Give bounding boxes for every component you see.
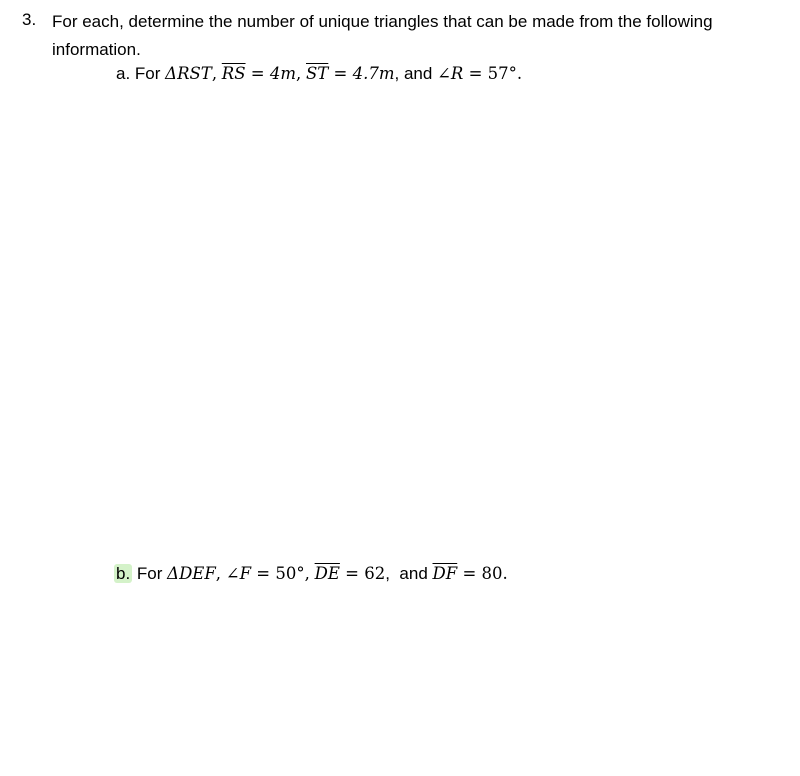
part-a-sep2: ,: [296, 64, 302, 83]
part-b-eq2: =: [339, 564, 365, 583]
part-b-eq3: =: [457, 564, 482, 583]
part-a-value-st: 4.7m: [352, 64, 395, 83]
part-a: [116, 62, 522, 86]
part-b: [114, 562, 508, 586]
part-a-label: a.: [116, 64, 131, 83]
problem-prompt: For each, determine the number of unique triangles that can be made from the following information.: [52, 12, 713, 59]
part-b-angle-f: ∠F: [225, 564, 252, 583]
part-a-value-rs: 4m: [269, 64, 297, 83]
part-b-segment-df: $\overline{DF}$: [432, 564, 458, 583]
part-b-for: For: [136, 564, 163, 583]
part-b-end: .: [502, 564, 508, 583]
part-b-triangle: ΔDEF: [167, 564, 216, 583]
part-a-end: .: [516, 64, 523, 83]
part-a-value-angle: 57°: [487, 64, 517, 83]
part-a-and: , and: [394, 64, 433, 83]
part-b-sep1: ,: [215, 564, 222, 583]
part-a-for: For: [134, 64, 161, 83]
part-b-sep2: ,: [304, 564, 310, 583]
problem-number: 3.: [22, 10, 37, 29]
part-a-segment-st: $\overline{ST}$: [306, 64, 329, 83]
part-b-eq1: =: [251, 564, 276, 583]
part-a-segment-rs: $\overline{RS}$: [221, 64, 246, 83]
part-b-value-de: 62: [364, 564, 386, 583]
part-b-value-angle: 50°: [275, 564, 305, 583]
part-a-angle-r: ∠R: [437, 64, 464, 83]
part-a-eq2: =: [328, 64, 353, 83]
part-b-and: , and: [385, 564, 428, 583]
part-b-segment-de: $\overline{DE}$: [314, 564, 340, 583]
part-a-eq3: =: [463, 64, 488, 83]
part-a-sep1: ,: [211, 64, 218, 83]
part-b-label: b.: [116, 564, 131, 583]
part-b-value-df: 80: [481, 564, 503, 583]
part-a-eq1: =: [245, 64, 270, 83]
part-a-triangle: ΔRST: [165, 64, 212, 83]
